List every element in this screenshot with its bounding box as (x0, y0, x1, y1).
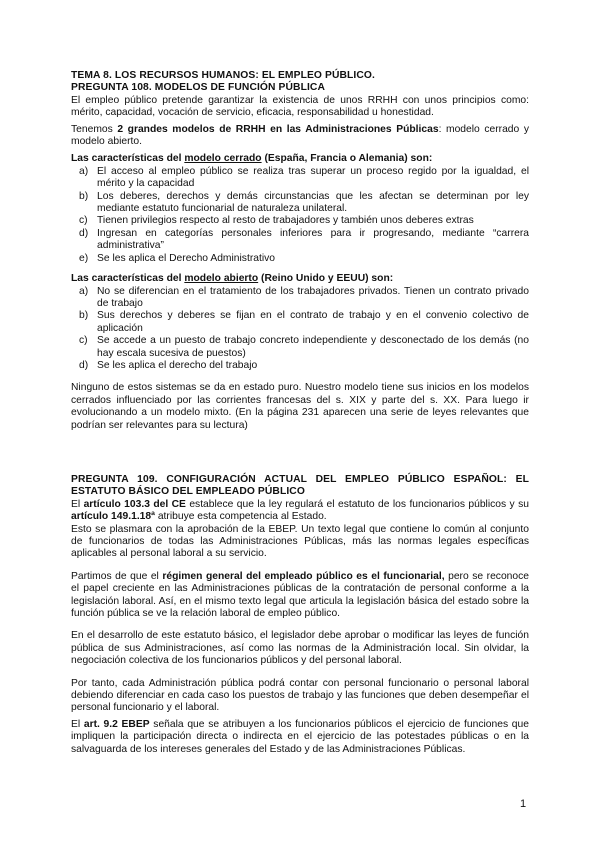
modelos-paragraph: Tenemos 2 grandes modelos de RRHH en las Administraciones Públicas: modelo cerrado y modelo abierto. (71, 123, 529, 148)
list-item: c) Tienen privilegios respecto al resto de trabajadores y también unos deberes extras (79, 215, 474, 227)
list-item: d) Se les aplica el derecho del trabajo (79, 359, 258, 371)
ebep-paragraph: Esto se plasmara con la aprobación de la EBEP. Un texto legal que contiene lo común al conjunto de funcionarios de todas las Administraciones Públicas, más las normas legales específicas aplicables al personal laboral a su servicio. (71, 523, 529, 560)
list-item: b) Sus derechos y deberes se fijan en el contrato de trabajo y en el convenio colectivo de aplicación (79, 310, 529, 334)
list-item: d) Ingresan en categorías personales inferiores para ir progresando, mediante “carrera administrativa” (79, 227, 529, 252)
tema-title: TEMA 8. LOS RECURSOS HUMANOS: EL EMPLEO PÚBLICO. (71, 70, 376, 81)
intro-paragraph: El empleo público pretende garantizar la existencia de unos RRHH con unos principios como: mérito, capacidad, vocación de servicio, eficacia, responsabilidad u honestidad. (71, 94, 529, 119)
list-item: a) No se diferencian en el tratamiento de los trabajadores privados. Tienen un contrato privado de trabajo (79, 285, 529, 309)
list-item: b) Los deberes, derechos y demás circunstancias que les afectan se determinan por ley mediante estatuto funcionarial de naturaleza unilateral. (79, 190, 529, 215)
cerrado-list (71, 166, 529, 265)
articulo-paragraph: El artículo 103.3 del CE establece que la ley regulará el estatuto de los funcionarios públicos y su artículo 149.1.18ª atribuye esta competencia al Estado. (71, 498, 529, 523)
regimen-paragraph: Partimos de que el régimen general del empleado público es el funcionarial, pero se reconoce el papel creciente en las Administraciones públicas de la contratación de personal conforme a la legislación laboral. Así, en el mismo texto legal que articula la legislación básica del estado sobre la función pública se ve la relación laboral de empleo público. (71, 570, 529, 620)
abierto-list (71, 286, 529, 373)
pregunta-108-title: PREGUNTA 108. MODELOS DE FUNCIÓN PÚBLICA (71, 82, 326, 94)
desarrollo-paragraph: En el desarrollo de este estatuto básico, el legislador debe aprobar o modificar las leyes de función pública de sus Administraciones, así como las normas de la Administración local. Sin olvidar, la negociación colectiva de los funcionarios públicos y del personal laboral. (71, 630, 529, 667)
abierto-heading: Las características del modelo abierto (Reino Unido y EEUU) son: (71, 273, 394, 285)
document-page (71, 70, 529, 756)
art-9-2-paragraph: El art. 9.2 EBEP señala que se atribuyen a los funcionarios públicos el ejercicio de funciones que impliquen la participación directa o indirecta en el ejercicio de las potestades públicas o en la salvaguarda de los intereses generales del Estado y de las Administraciones Públicas. (71, 718, 529, 755)
cerrado-heading: Las características del modelo cerrado (España, Francia o Alemania) son: (71, 153, 433, 165)
ninguno-paragraph: Ninguno de estos sistemas se da en estado puro. Nuestro modelo tiene sus inicios en los modelos cerrados influenciado por las corrientes francesas del s. XIX y parte del s. XX. Para luego ir evolucionando a un modelo mixto. (En la página 231 aparecen una serie de leyes relevantes que podrían ser relevantes para su lectura) (71, 382, 529, 431)
list-item: c) Se accede a un puesto de trabajo concreto independiente y desconectado de los demás (no hay escala sucesiva de puestos) (79, 335, 529, 359)
list-item: a) El acceso al empleo público se realiza tras superar un proceso regido por la igualdad, el mérito y la capacidad (79, 165, 529, 190)
list-item: e) Se les aplica el Derecho Administrativo (79, 252, 275, 264)
por-tanto-paragraph: Por tanto, cada Administración pública podrá contar con personal funcionario o personal laboral debiendo diferenciar en cada caso los puestos de trabajo y las funciones que deben desempeñar el personal funcionario y el laboral. (71, 677, 529, 714)
page-number: 1 (520, 798, 527, 810)
pregunta-109-title: PREGUNTA 109. CONFIGURACIÓN ACTUAL DEL EMPLEO PÚBLICO ESPAÑOL: EL ESTATUTO BÁSICO DEL EMPLEADO PÚBLICO (71, 473, 529, 498)
